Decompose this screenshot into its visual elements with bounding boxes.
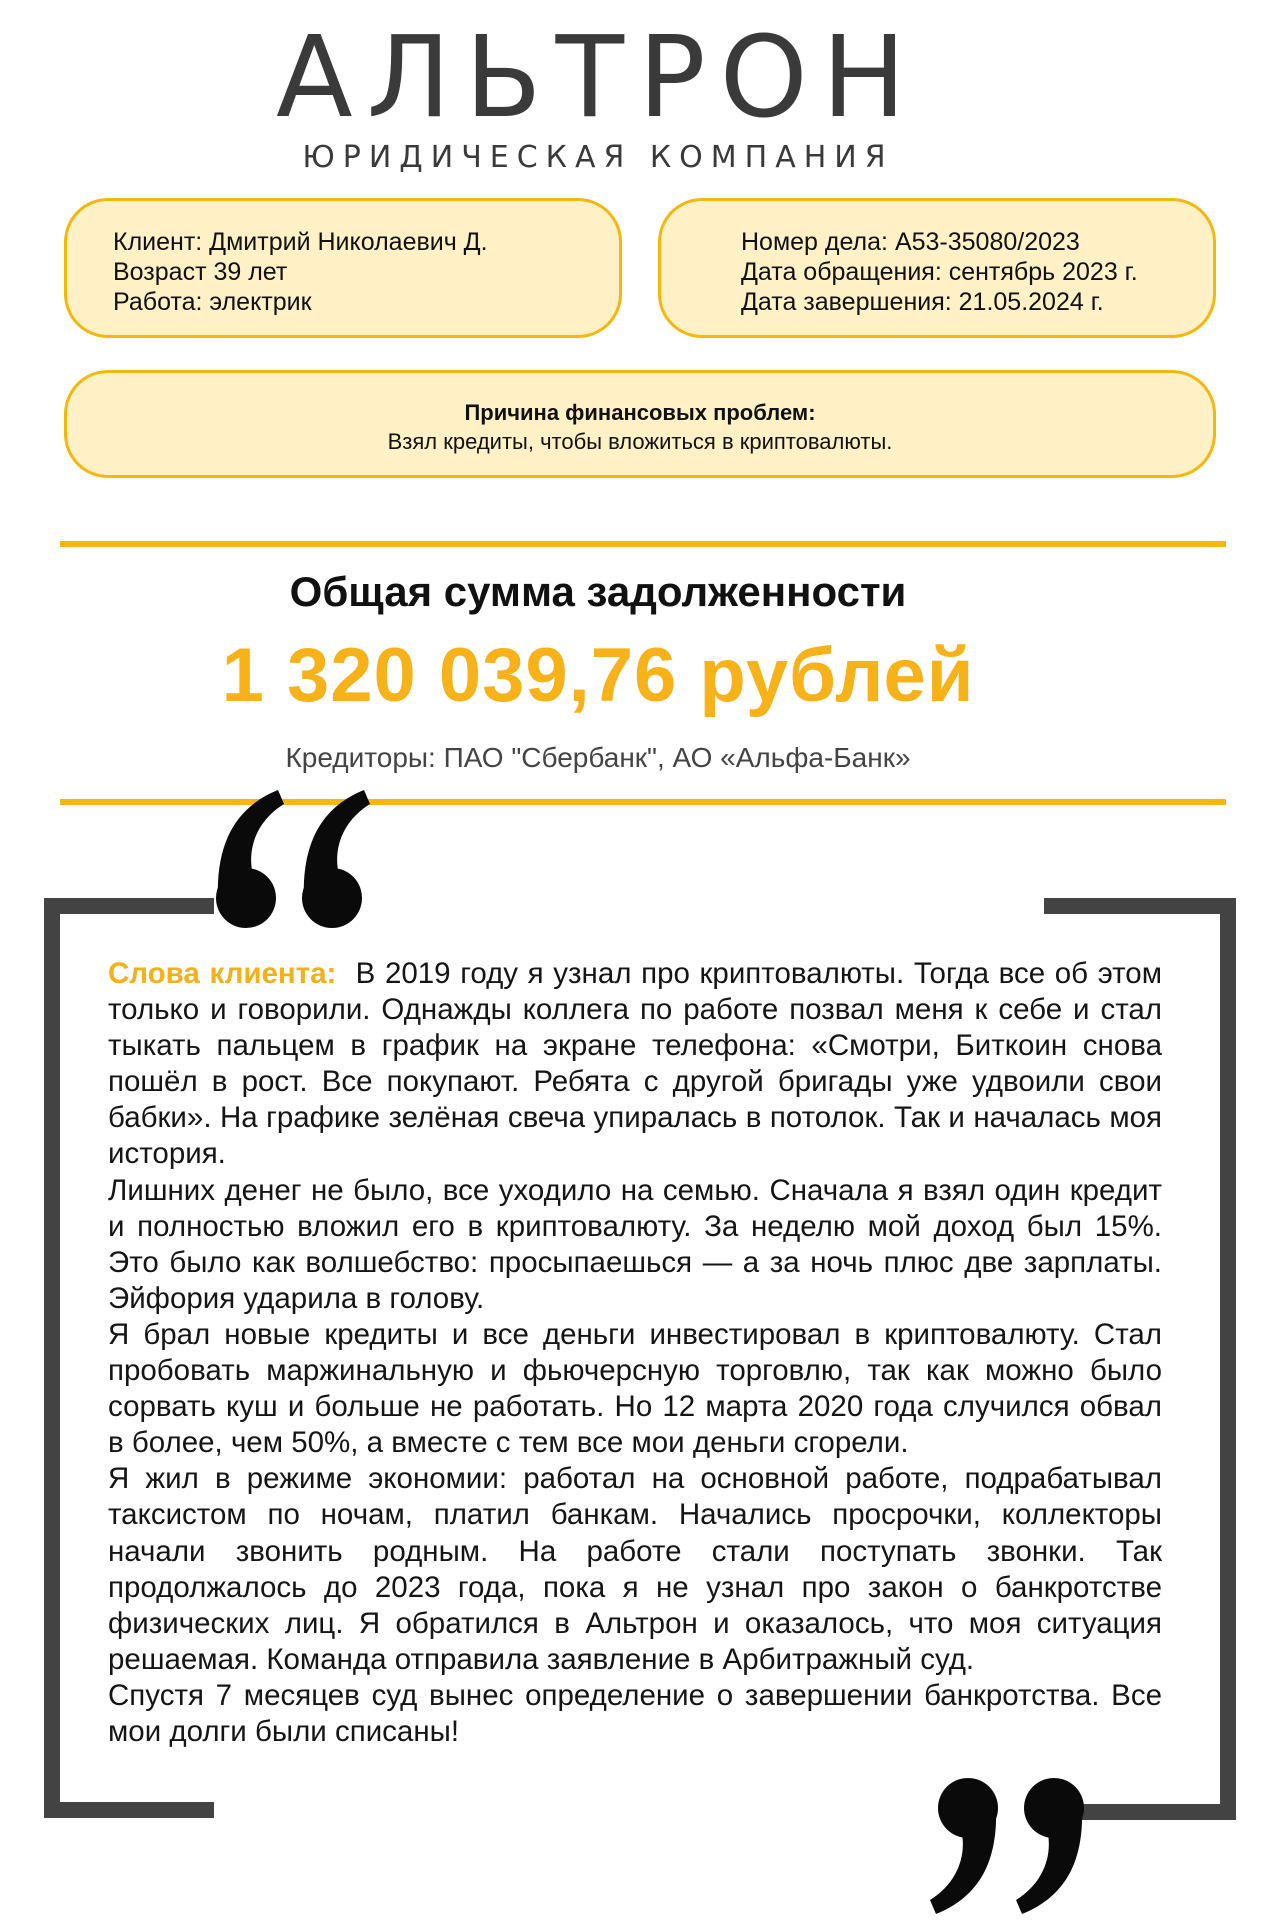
client-age: Возраст 39 лет [113,258,288,286]
request-date: Дата обращения: сентябрь 2023 г. [741,258,1138,286]
reason-title: Причина финансовых проблем: [464,400,816,425]
completion-date: Дата завершения: 21.05.2024 г. [741,288,1104,316]
frame-top-right-bar [1044,898,1236,914]
open-quote-icon [208,780,378,930]
reason-text: Взял кредиты, чтобы вложиться в криптовалюты. [387,429,893,454]
case-number: Номер дела: А53-35080/2023 [741,228,1080,256]
close-quote-icon [922,1778,1092,1920]
story-paragraph: Я жил в режиме экономии: работал на основной работе, подрабатывал таксистом по ночам, платил банкам. Начались просрочки, коллекторы начали звонить родным. На работе стали поступать звонки. Так продолжалось до 2023 года, пока я не узнал про закон о банкротстве физических лиц. Я обратился в Альтрон и оказалось, что моя ситуация решаемая. Команда отправила заявление в Арбитражный суд. [108,1462,1162,1676]
logo-subtitle: ЮРИДИЧЕСКАЯ КОМПАНИЯ [302,140,894,175]
client-info-card [64,198,622,338]
divider-top [60,541,1226,547]
company-logo [0,13,1196,175]
client-name: Клиент: Дмитрий Николаевич Д. [113,228,488,256]
logo-title: АЛЬТРОН [276,13,920,143]
story-paragraph: Спустя 7 месяцев суд вынес определение о завершении банкротства. Все мои долги были списаны! [108,1678,1162,1748]
frame-bottom-left-bar [44,1802,214,1818]
client-job: Работа: электрик [113,288,312,316]
story-paragraph: Я брал новые кредиты и все деньги инвестировал в криптовалюту. Стал пробовать маржинальную и фьючерсную торговлю, так как можно было сорвать куш и больше не работать. Но 12 марта 2020 года случился обвал в более, чем 50%, а вместе с тем все мои деньги сгорели. [108,1317,1162,1460]
story-paragraph [108,956,1162,1173]
story-paragraph-text: В 2019 году я узнал про криптовалюты. Тогда все об этом только и говорили. Однажды коллега по работе позвал меня к себе и стал тыкать пальцем в график на экране телефона: «Смотри, Биткоин снова пошёл в рост. Все покупают. Ребята с другой бригады уже удвоили свои бабки». На графике зелёная свеча упиралась в потолок. Так и началась моя история. [108,957,1162,1171]
story-label: Слова клиента: [108,957,337,990]
client-story [108,956,1162,1750]
story-paragraph: Лишних денег не было, все уходило на семью. Сначала я взял один кредит и полностью вложил его в криптовалюту. За неделю мой доход был 15%. Это было как волшебство: просыпаешься — а за ночь плюс две зарплаты. Эйфория ударила в голову. [108,1173,1162,1315]
debt-title: Общая сумма задолженности [289,568,907,615]
case-info-card [658,198,1216,338]
creditors-text: Кредиторы: ПАО "Сбербанк", АО «Альфа-Банк» [285,742,911,773]
frame-right-bar [1220,898,1236,1820]
frame-left-bar [44,898,60,1818]
frame-top-left-bar [44,898,214,914]
debt-amount: 1 320 039,76 рублей [221,633,975,718]
reason-card [64,370,1216,478]
